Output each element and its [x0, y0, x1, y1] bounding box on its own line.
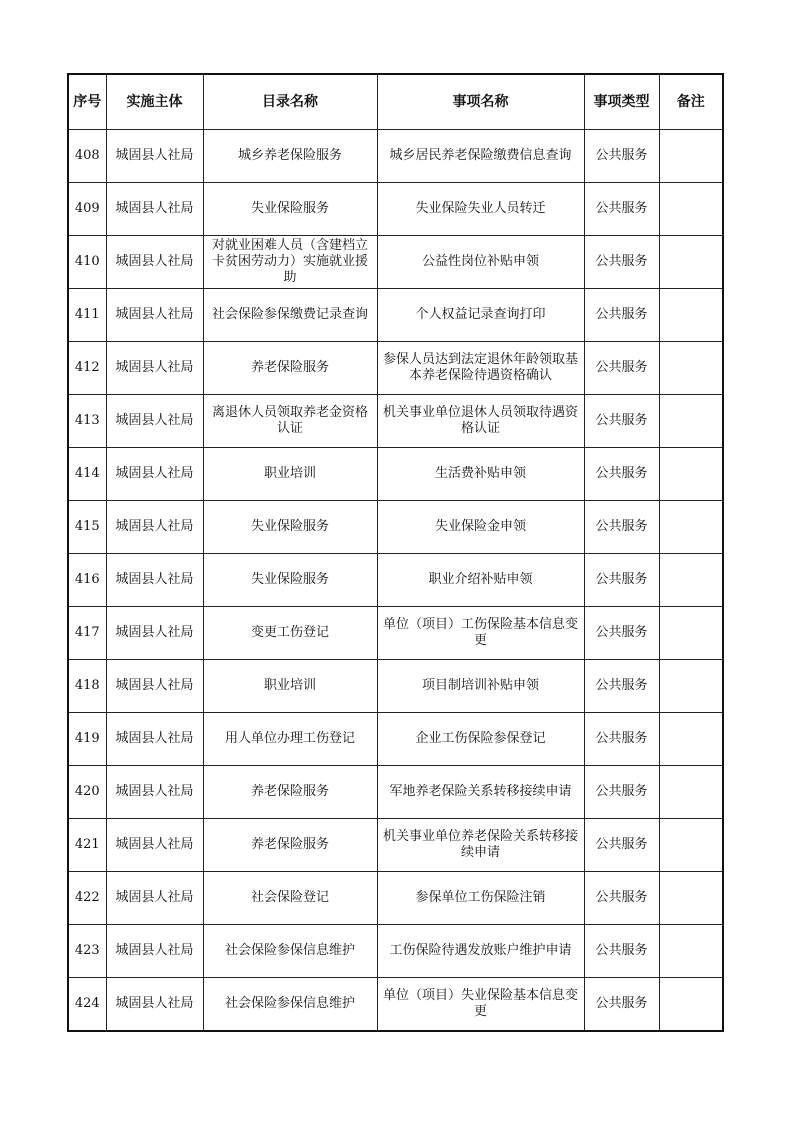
cell-index: 417 — [68, 607, 106, 660]
cell-item-name: 失业保险金申领 — [377, 501, 584, 554]
table-row — [68, 395, 723, 448]
cell-item-type: 公共服务 — [584, 236, 659, 289]
cell-item-name: 公益性岗位补贴申领 — [377, 236, 584, 289]
table-row — [68, 978, 723, 1032]
cell-index: 410 — [68, 236, 106, 289]
cell-catalog-name: 职业培训 — [203, 660, 377, 713]
cell-catalog-name: 社会保险登记 — [203, 872, 377, 925]
cell-catalog-name: 社会保险参保缴费记录查询 — [203, 289, 377, 342]
cell-agency: 城固县人社局 — [106, 183, 203, 236]
table-row — [68, 448, 723, 501]
cell-item-type: 公共服务 — [584, 819, 659, 872]
table-row — [68, 925, 723, 978]
cell-item-name: 个人权益记录查询打印 — [377, 289, 584, 342]
header-catalog-name: 目录名称 — [203, 74, 377, 130]
cell-remarks — [659, 501, 723, 554]
cell-item-type: 公共服务 — [584, 342, 659, 395]
cell-index: 415 — [68, 501, 106, 554]
cell-item-name: 城乡居民养老保险缴费信息查询 — [377, 130, 584, 183]
cell-item-type: 公共服务 — [584, 872, 659, 925]
cell-catalog-name: 失业保险服务 — [203, 501, 377, 554]
cell-index: 419 — [68, 713, 106, 766]
cell-remarks — [659, 289, 723, 342]
cell-remarks — [659, 236, 723, 289]
cell-remarks — [659, 660, 723, 713]
cell-catalog-name: 失业保险服务 — [203, 183, 377, 236]
cell-item-type: 公共服务 — [584, 660, 659, 713]
cell-item-type: 公共服务 — [584, 448, 659, 501]
cell-remarks — [659, 607, 723, 660]
table-row — [68, 713, 723, 766]
cell-catalog-name: 离退休人员领取养老金资格认证 — [203, 395, 377, 448]
cell-item-type: 公共服务 — [584, 501, 659, 554]
cell-catalog-name: 用人单位办理工伤登记 — [203, 713, 377, 766]
cell-index: 422 — [68, 872, 106, 925]
cell-item-name: 参保单位工伤保险注销 — [377, 872, 584, 925]
table-row — [68, 183, 723, 236]
cell-remarks — [659, 183, 723, 236]
cell-index: 416 — [68, 554, 106, 607]
cell-catalog-name: 对就业困难人员（含建档立卡贫困劳动力）实施就业援助 — [203, 236, 377, 289]
cell-remarks — [659, 554, 723, 607]
cell-remarks — [659, 395, 723, 448]
table-row — [68, 236, 723, 289]
cell-index: 421 — [68, 819, 106, 872]
cell-agency: 城固县人社局 — [106, 766, 203, 819]
cell-agency: 城固县人社局 — [106, 554, 203, 607]
cell-catalog-name: 变更工伤登记 — [203, 607, 377, 660]
cell-remarks — [659, 130, 723, 183]
cell-item-name: 机关事业单位退休人员领取待遇资格认证 — [377, 395, 584, 448]
cell-item-name: 失业保险失业人员转迁 — [377, 183, 584, 236]
cell-agency: 城固县人社局 — [106, 978, 203, 1032]
cell-remarks — [659, 448, 723, 501]
cell-item-type: 公共服务 — [584, 130, 659, 183]
cell-agency: 城固县人社局 — [106, 236, 203, 289]
table-row — [68, 766, 723, 819]
cell-agency: 城固县人社局 — [106, 660, 203, 713]
cell-remarks — [659, 978, 723, 1032]
table-row — [68, 342, 723, 395]
cell-agency: 城固县人社局 — [106, 607, 203, 660]
cell-item-type: 公共服务 — [584, 713, 659, 766]
service-items-table — [67, 73, 724, 1032]
cell-index: 424 — [68, 978, 106, 1032]
cell-item-name: 企业工伤保险参保登记 — [377, 713, 584, 766]
cell-item-type: 公共服务 — [584, 978, 659, 1032]
cell-catalog-name: 养老保险服务 — [203, 342, 377, 395]
cell-item-name: 生活费补贴申领 — [377, 448, 584, 501]
cell-catalog-name: 职业培训 — [203, 448, 377, 501]
cell-remarks — [659, 713, 723, 766]
cell-item-name: 单位（项目）工伤保险基本信息变更 — [377, 607, 584, 660]
cell-item-type: 公共服务 — [584, 289, 659, 342]
header-index: 序号 — [68, 74, 106, 130]
header-remarks: 备注 — [659, 74, 723, 130]
table-row — [68, 660, 723, 713]
cell-catalog-name: 失业保险服务 — [203, 554, 377, 607]
cell-index: 413 — [68, 395, 106, 448]
cell-agency: 城固县人社局 — [106, 289, 203, 342]
cell-item-type: 公共服务 — [584, 395, 659, 448]
cell-catalog-name: 社会保险参保信息维护 — [203, 925, 377, 978]
cell-agency: 城固县人社局 — [106, 448, 203, 501]
cell-agency: 城固县人社局 — [106, 342, 203, 395]
cell-agency: 城固县人社局 — [106, 395, 203, 448]
cell-item-name: 项目制培训补贴申领 — [377, 660, 584, 713]
cell-index: 408 — [68, 130, 106, 183]
cell-remarks — [659, 766, 723, 819]
cell-index: 418 — [68, 660, 106, 713]
cell-remarks — [659, 342, 723, 395]
header-agency: 实施主体 — [106, 74, 203, 130]
table-row — [68, 289, 723, 342]
cell-remarks — [659, 925, 723, 978]
table-row — [68, 130, 723, 183]
cell-agency: 城固县人社局 — [106, 713, 203, 766]
header-item-type: 事项类型 — [584, 74, 659, 130]
cell-item-name: 职业介绍补贴申领 — [377, 554, 584, 607]
cell-catalog-name: 养老保险服务 — [203, 819, 377, 872]
cell-item-name: 单位（项目）失业保险基本信息变更 — [377, 978, 584, 1032]
header-item-name: 事项名称 — [377, 74, 584, 130]
cell-index: 412 — [68, 342, 106, 395]
cell-item-name: 参保人员达到法定退休年龄领取基本养老保险待遇资格确认 — [377, 342, 584, 395]
cell-item-type: 公共服务 — [584, 183, 659, 236]
cell-remarks — [659, 819, 723, 872]
cell-catalog-name: 养老保险服务 — [203, 766, 377, 819]
cell-agency: 城固县人社局 — [106, 872, 203, 925]
cell-item-name: 军地养老保险关系转移接续申请 — [377, 766, 584, 819]
table-row — [68, 819, 723, 872]
cell-index: 420 — [68, 766, 106, 819]
cell-agency: 城固县人社局 — [106, 501, 203, 554]
table-header-row — [68, 74, 723, 130]
cell-item-type: 公共服务 — [584, 554, 659, 607]
cell-agency: 城固县人社局 — [106, 925, 203, 978]
cell-item-type: 公共服务 — [584, 607, 659, 660]
cell-agency: 城固县人社局 — [106, 819, 203, 872]
cell-index: 414 — [68, 448, 106, 501]
cell-item-type: 公共服务 — [584, 925, 659, 978]
cell-catalog-name: 社会保险参保信息维护 — [203, 978, 377, 1032]
cell-agency: 城固县人社局 — [106, 130, 203, 183]
table-row — [68, 501, 723, 554]
cell-catalog-name: 城乡养老保险服务 — [203, 130, 377, 183]
table-row — [68, 554, 723, 607]
cell-item-type: 公共服务 — [584, 766, 659, 819]
cell-item-name: 工伤保险待遇发放账户维护申请 — [377, 925, 584, 978]
table-row — [68, 607, 723, 660]
table-row — [68, 872, 723, 925]
cell-remarks — [659, 872, 723, 925]
cell-index: 423 — [68, 925, 106, 978]
cell-index: 409 — [68, 183, 106, 236]
cell-index: 411 — [68, 289, 106, 342]
cell-item-name: 机关事业单位养老保险关系转移接续申请 — [377, 819, 584, 872]
